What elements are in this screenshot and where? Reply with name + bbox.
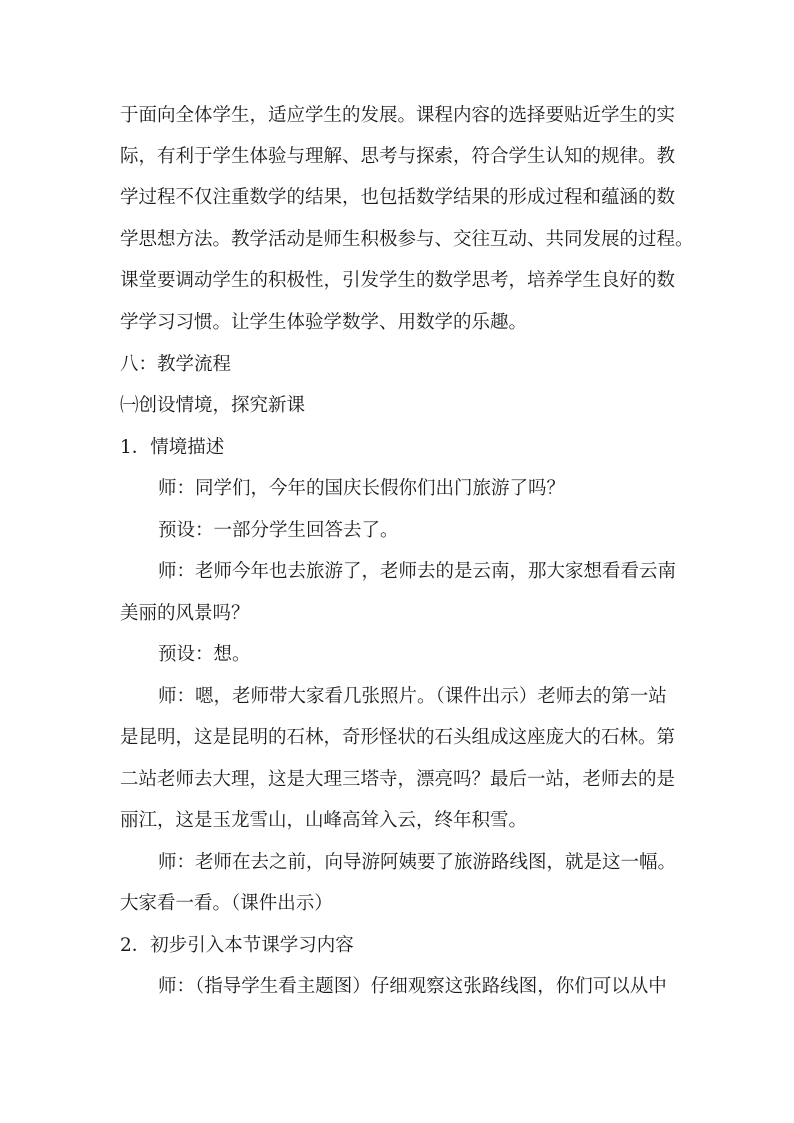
dialogue-line: 师：（指导学生看主题图）仔细观察这张路线图，你们可以从中: [158, 976, 667, 997]
dialogue-line: 二站老师去大理，这是大理三塔寺，漂亮吗？最后一站，老师去的是: [120, 769, 676, 790]
numbered-heading: 2．初步引入本节课学习内容: [120, 935, 354, 956]
dialogue-line: 师：同学们，今年的国庆长假你们出门旅游了吗？: [158, 478, 566, 499]
paragraph-line: 学学习习惯。让学生体验学数学、用数学的乐趣。: [120, 312, 528, 333]
dialogue-line: 师：老师在去之前，向导游阿姨要了旅游路线图，就是这一幅。: [158, 852, 677, 873]
dialogue-line: 师：老师今年也去旅游了，老师去的是云南，那大家想看看云南: [158, 561, 677, 582]
numbered-heading: 1．情境描述: [120, 437, 225, 458]
dialogue-line: 大家看一看。（课件出示）: [120, 893, 333, 914]
paragraph-line: 际，有利于学生体验与理解、思考与探索，符合学生认知的规律。教: [120, 146, 676, 167]
dialogue-line: 丽江，这是玉龙雪山，山峰高耸入云，终年积雪。: [120, 810, 528, 831]
paragraph-line: 于面向全体学生，适应学生的发展。课程内容的选择要贴近学生的实: [120, 105, 676, 126]
dialogue-line: 美丽的风景吗？: [120, 603, 250, 624]
dialogue-line: 师：嗯，老师带大家看几张照片。（课件出示）老师去的第一站: [158, 686, 667, 707]
dialogue-line: 是昆明，这是昆明的石林，奇形怪状的石头组成这座庞大的石林。第: [120, 727, 676, 748]
subsection-heading: ㈠创设情境，探究新课: [120, 395, 306, 416]
paragraph-line: 学过程不仅注重数学的结果，也包括数学结果的形成过程和蕴涵的数: [120, 187, 676, 208]
paragraph-line: 课堂要调动学生的积极性，引发学生的数学思考，培养学生良好的数: [120, 270, 676, 291]
dialogue-line: 预设：一部分学生回答去了。: [158, 520, 399, 541]
paragraph-line: 学思想方法。教学活动是师生积极参与、交往互动、共同发展的过程。: [120, 229, 694, 250]
section-heading: 八：教学流程: [120, 354, 232, 375]
dialogue-line: 预设：想。: [158, 644, 251, 665]
